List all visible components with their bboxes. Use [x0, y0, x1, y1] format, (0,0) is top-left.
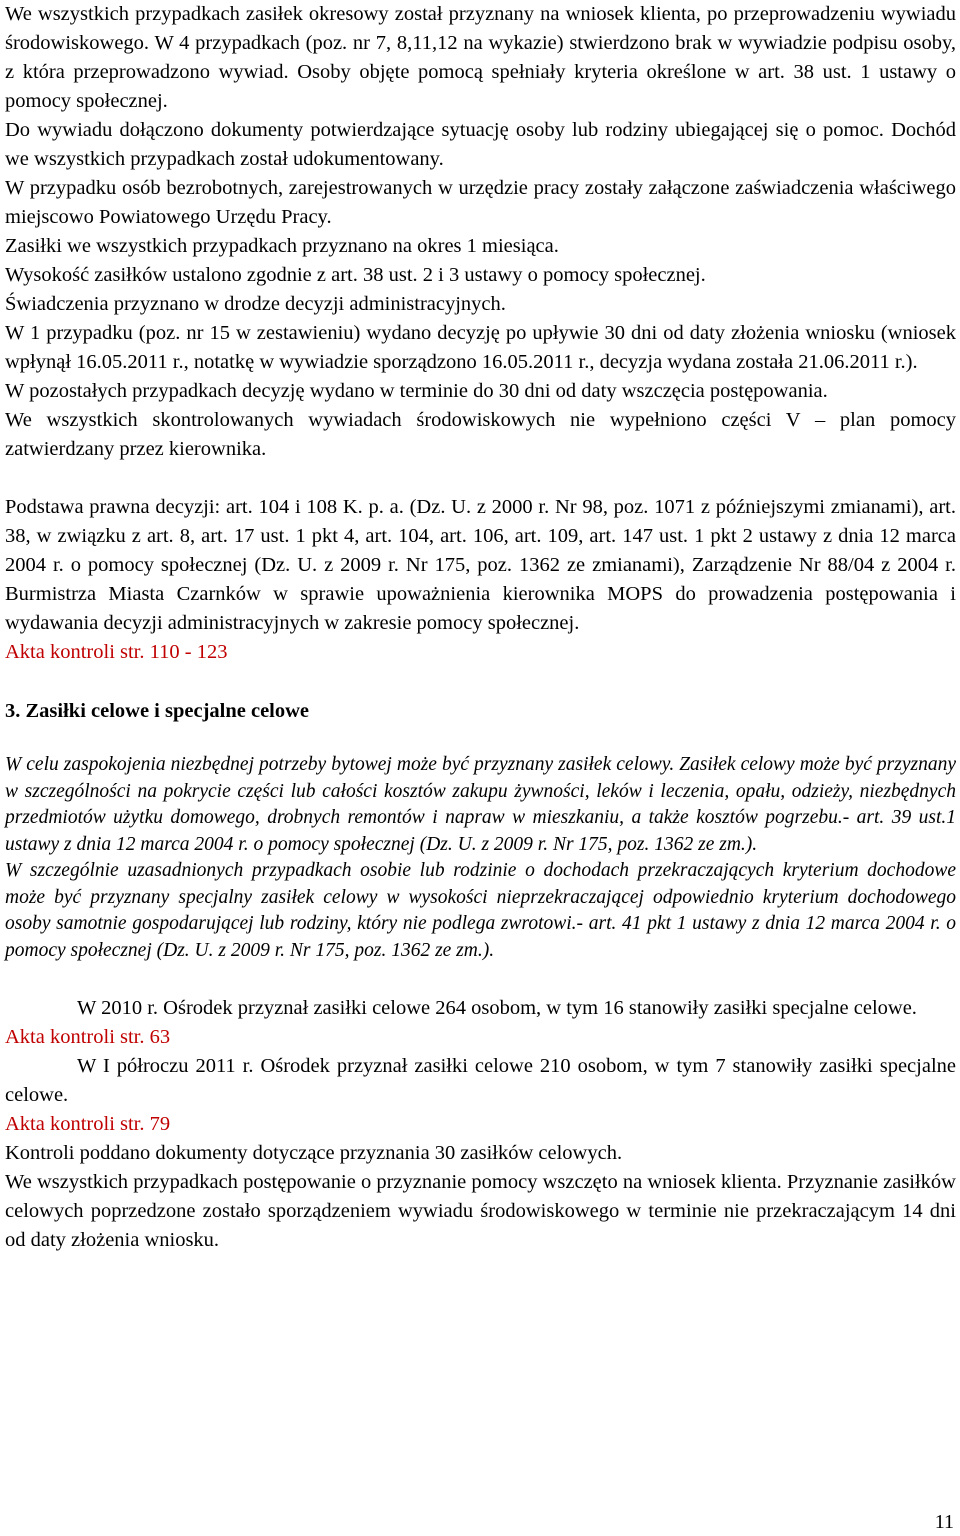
italic-specjalny-zasilek: W szczególnie uzasadnionych przypadkach osobie lub rodzinie o dochodach przekraczających kryterium dochodowe może być przyznany specjalny zasiłek celowy w wysokości nieprzekraczającej odpowiednio kryterium dochodowego osoby samotnie gospodarującej lub rodziny, który nie podlega zwrotowi.- art. 41 pkt 1 ustawy z dnia 12 marca 2004 r. o pomocy społecznej (Dz. U. z 2009 r. Nr 175, poz. 1362 ze zm.). — [5, 860, 956, 961]
paragraph-przypadek-15: W 1 przypadku (poz. nr 15 w zestawieniu) wydano decyzję po upływie 30 dni od daty złożenia wniosku (wniosek wpłynął 16.05.2011 r., notatkę w wywiadzie sporządzono 16.05.2011 r., decyzja wydana została 21.06.2011 r.). — [5, 322, 956, 373]
paragraph-kontrola-30: Kontroli poddano dokumenty dotyczące przyznania 30 zasiłków celowych. — [5, 1142, 623, 1164]
paragraph-podstawa-prawna: Podstawa prawna decyzji: art. 104 i 108 K. p. a. (Dz. U. z 2000 r. Nr 98, poz. 1071 z późniejszymi zmianami), art. 38, w związku z art. 8, art. 17 ust. 1 pkt 4, art. 104, art. 106, art. 109, art. 147 ust. 1 pkt 2 ustawy z dnia 12 marca 2004 r. o pomocy społecznej (Dz. U. z 2009 r. Nr 175, poz. 1362 ze zmianami), Zarządzenie Nr 88/04 z 2004 r. Burmistrza Miasta Czarnków w sprawie upoważnienia kierownika MOPS do prowadzenia postępowania i wydawania decyzji administracyjnych w zakresie pomocy społecznej. — [5, 496, 956, 634]
italic-zasilek-celowy: W celu zaspokojenia niezbędnej potrzeby bytowej może być przyznany zasiłek celowy. Zasiłek celowy może być przyznany w szczególności na pokrycie części lub całości kosztów zakupu żywności, leków i leczenia, opału, odzieży, niezbędnych przedmiotów użytku domowego, drobnych remontów i napraw w mieszkaniu, a także kosztów pogrzebu.- art. 39 ust.1 ustawy z dnia 12 marca 2004 r. o pomocy społecznej (Dz. U. z 2009 r. Nr 175, poz. 1362 ze zm.). — [5, 754, 956, 855]
paragraph-zasilek-okresowy: We wszystkich przypadkach zasiłek okresowy został przyznany na wniosek klienta, po przeprowadzeniu wywiadu środowiskowego. W 4 przypadkach (poz. nr 7, 8,11,12 na wykazie) stwierdzono brak w wywiadzie podpisu osoby, z która przeprowadzono wywiad. Osoby objęte pomocą spełniały kryteria określone w art. 38 ust. 1 ustawy o pomocy społecznej. — [5, 3, 956, 112]
paragraph-dokumenty: Do wywiadu dołączono dokumenty potwierdzające sytuację osoby lub rodziny ubiegającej się o pomoc. Dochód we wszystkich przypadkach został udokumentowany. — [5, 119, 956, 170]
paragraph-plan-pomocy: We wszystkich skontrolowanych wywiadach środowiskowych nie wypełniono części V – plan pomocy zatwierdzany przez kierownika. — [5, 409, 956, 460]
paragraph-swiadczenia: Świadczenia przyznano w drodze decyzji administracyjnych. — [5, 293, 506, 315]
paragraph-bezrobotni: W przypadku osób bezrobotnych, zarejestrowanych w urzędzie pracy zostały załączone zaświadczenia właściwego miejscowo Powiatowego Urzędu Pracy. — [5, 177, 956, 228]
paragraph-2011: W I półroczu 2011 r. Ośrodek przyznał zasiłki celowe 210 osobom, w tym 7 stanowiły zasiłki specjalne celowe. — [5, 1055, 956, 1106]
reference-akta-79: Akta kontroli str. 79 — [5, 1113, 171, 1135]
paragraph-wysokosc: Wysokość zasiłków ustalono zgodnie z art. 38 ust. 2 i 3 ustawy o pomocy społecznej. — [5, 264, 706, 286]
reference-akta-63: Akta kontroli str. 63 — [5, 1026, 171, 1048]
paragraph-pozostale: W pozostałych przypadkach decyzję wydano w terminie do 30 dni od daty wszczęcia postępowania. — [5, 380, 828, 402]
page-number: 11 — [934, 1511, 954, 1533]
paragraph-2010: W 2010 r. Ośrodek przyznał zasiłki celowe 264 osobom, w tym 16 stanowiły zasiłki specjalne celowe. — [77, 997, 917, 1019]
paragraph-okres: Zasiłki we wszystkich przypadkach przyznano na okres 1 miesiąca. — [5, 235, 559, 257]
reference-akta-110-123: Akta kontroli str. 110 - 123 — [5, 641, 228, 663]
section-heading: 3. Zasiłki celowe i specjalne celowe — [5, 700, 310, 722]
paragraph-wniosek: We wszystkich przypadkach postępowanie o przyznanie pomocy wszczęto na wniosek klienta. Przyznanie zasiłków celowych poprzedzone zostało sporządzeniem wywiadu środowiskowego w terminie nie przekraczającym 14 dni od daty złożenia wniosku. — [5, 1171, 956, 1251]
document-page — [5, 0, 956, 1255]
